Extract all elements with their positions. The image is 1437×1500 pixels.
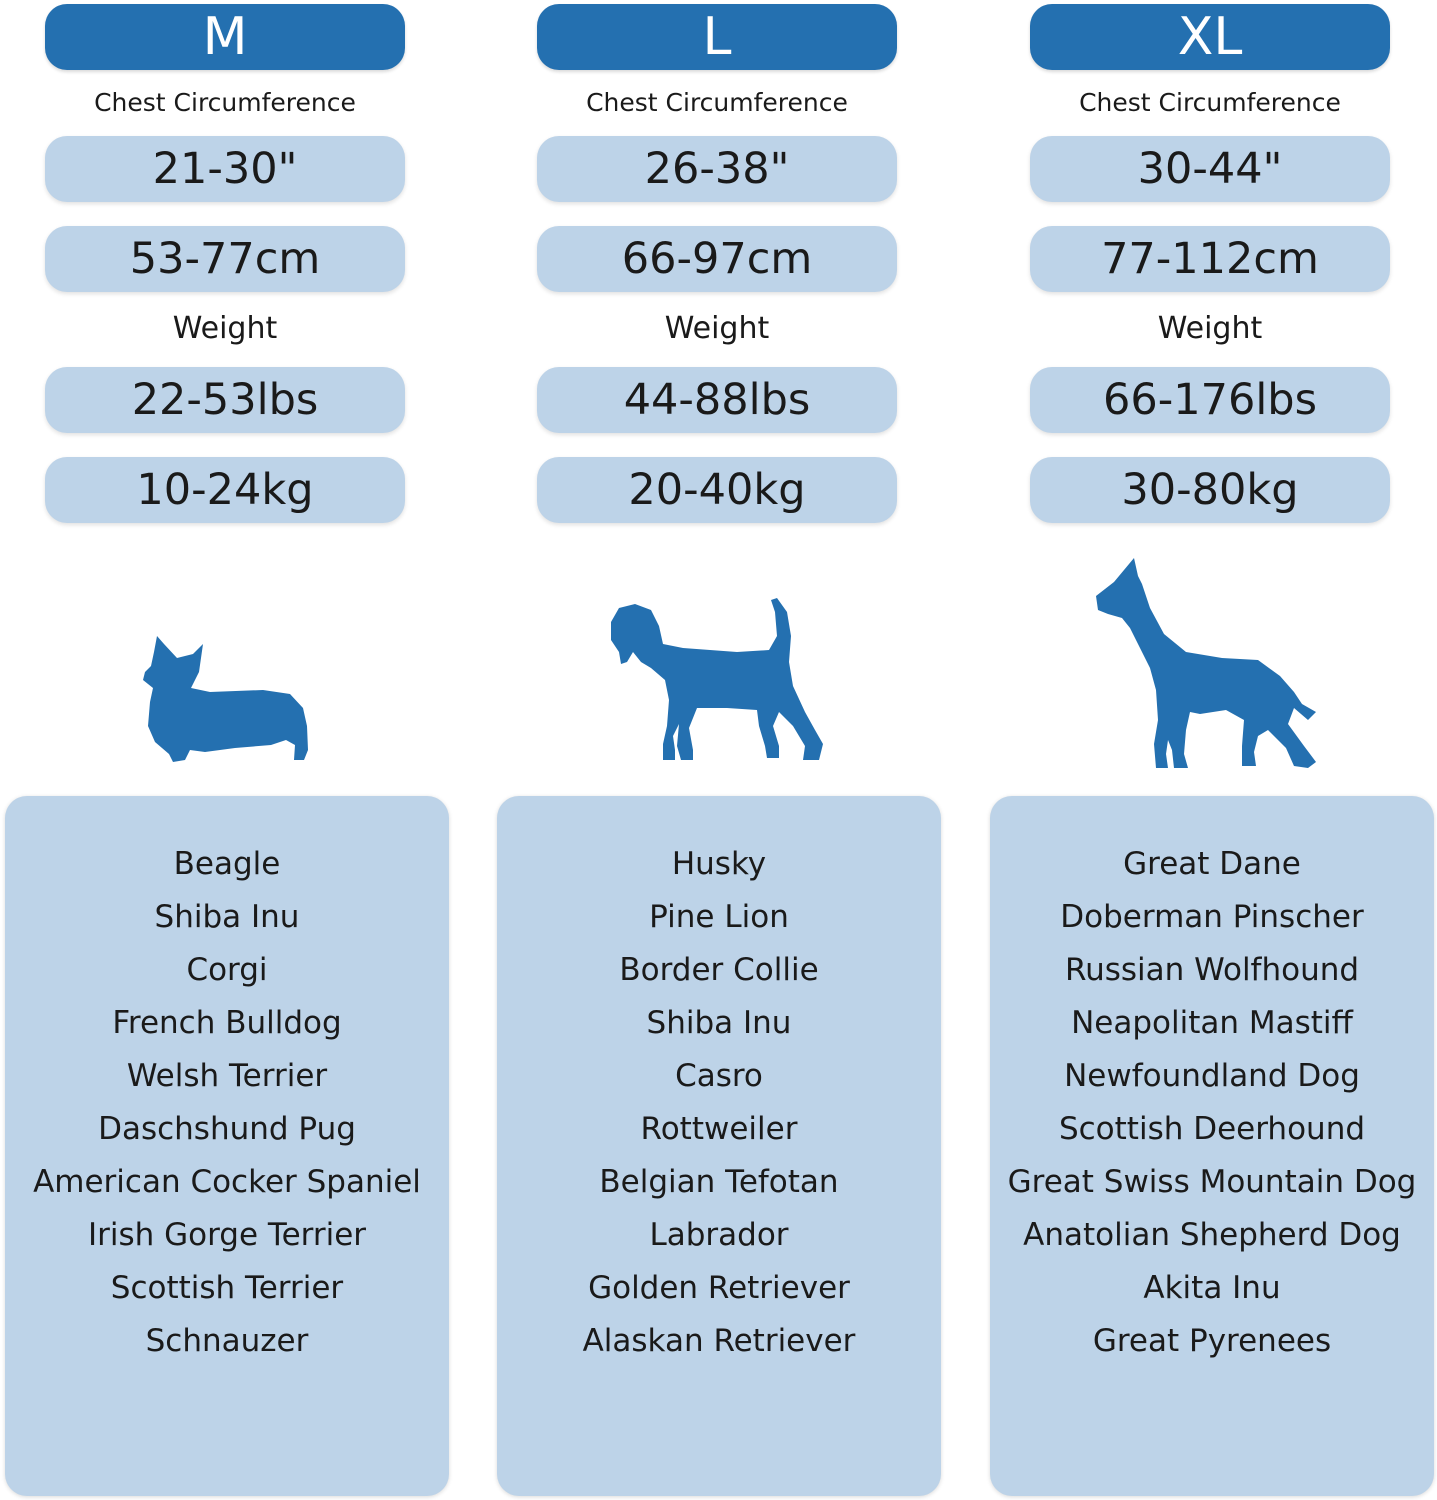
list-item: American Cocker Spaniel xyxy=(33,1164,421,1200)
chest-inches: 26-38" xyxy=(537,136,897,202)
size-column-xl xyxy=(990,0,1430,1500)
list-item: Neapolitan Mastiff xyxy=(1071,1005,1353,1041)
weight-lbs: 66-176lbs xyxy=(1030,367,1390,433)
weight-caption: Weight xyxy=(172,311,278,346)
chest-cm: 77-112cm xyxy=(1030,226,1390,292)
breed-list xyxy=(990,838,1434,1368)
list-item: Pine Lion xyxy=(649,899,789,935)
list-item: Schnauzer xyxy=(145,1323,309,1359)
list-item: Great Swiss Mountain Dog xyxy=(1007,1164,1417,1200)
chest-inches: 30-44" xyxy=(1030,136,1390,202)
list-item: Daschshund Pug xyxy=(98,1111,356,1147)
beagle-silhouette-icon xyxy=(497,540,937,780)
size-label-l: L xyxy=(537,4,897,70)
chest-caption: Chest Circumference xyxy=(94,88,356,117)
list-item: Russian Wolfhound xyxy=(1064,952,1360,988)
weight-lbs: 22-53lbs xyxy=(45,367,405,433)
list-item: Anatolian Shepherd Dog xyxy=(1023,1217,1401,1253)
breed-panel xyxy=(990,796,1434,1496)
list-item: Great Pyrenees xyxy=(1092,1323,1332,1359)
corgi-silhouette-icon xyxy=(5,540,445,780)
size-label-xl: XL xyxy=(1030,4,1390,70)
list-item: Corgi xyxy=(186,952,268,988)
weight-kg: 30-80kg xyxy=(1030,457,1390,523)
list-item: Doberman Pinscher xyxy=(1060,899,1364,935)
breed-list xyxy=(497,838,941,1368)
great-dane-silhouette-icon xyxy=(990,540,1430,780)
list-item: Alaskan Retriever xyxy=(582,1323,856,1359)
breed-panel xyxy=(5,796,449,1496)
list-item: Shiba Inu xyxy=(646,1005,792,1041)
list-item: Border Collie xyxy=(619,952,819,988)
weight-kg: 20-40kg xyxy=(537,457,897,523)
weight-kg: 10-24kg xyxy=(45,457,405,523)
list-item: Labrador xyxy=(649,1217,789,1253)
chest-caption: Chest Circumference xyxy=(586,88,848,117)
list-item: Scottish Deerhound xyxy=(1058,1111,1366,1147)
chest-inches: 21-30" xyxy=(45,136,405,202)
list-item: French Bulldog xyxy=(112,1005,342,1041)
list-item: Akita Inu xyxy=(1143,1270,1281,1306)
list-item: Scottish Terrier xyxy=(110,1270,344,1306)
list-item: Irish Gorge Terrier xyxy=(87,1217,367,1253)
list-item: Welsh Terrier xyxy=(126,1058,328,1094)
list-item: Newfoundland Dog xyxy=(1064,1058,1360,1094)
weight-lbs: 44-88lbs xyxy=(537,367,897,433)
breed-panel xyxy=(497,796,941,1496)
list-item: Belgian Tefotan xyxy=(599,1164,839,1200)
chest-cm: 66-97cm xyxy=(537,226,897,292)
list-item: Great Dane xyxy=(1123,846,1301,882)
list-item: Shiba Inu xyxy=(154,899,300,935)
size-column-m xyxy=(5,0,445,1500)
list-item: Rottweiler xyxy=(640,1111,798,1147)
size-column-l xyxy=(497,0,937,1500)
list-item: Golden Retriever xyxy=(588,1270,850,1306)
list-item: Husky xyxy=(671,846,767,882)
chest-caption: Chest Circumference xyxy=(1079,88,1341,117)
weight-caption: Weight xyxy=(1157,311,1263,346)
breed-list xyxy=(5,838,449,1368)
list-item: Beagle xyxy=(173,846,281,882)
chest-cm: 53-77cm xyxy=(45,226,405,292)
size-label-m: M xyxy=(45,4,405,70)
list-item: Casro xyxy=(675,1058,763,1094)
weight-caption: Weight xyxy=(664,311,770,346)
